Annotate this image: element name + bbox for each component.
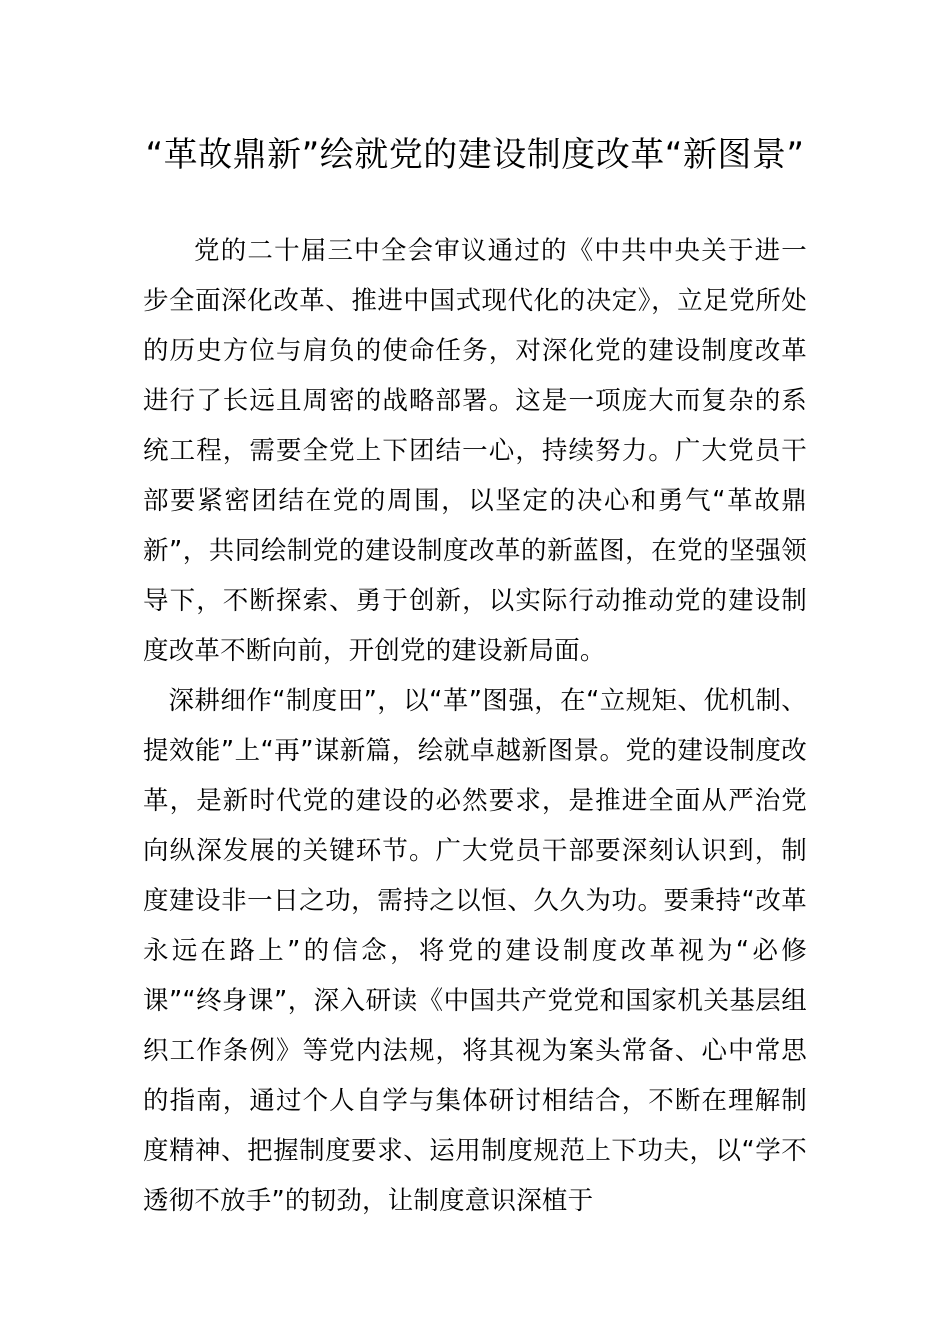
document-body [143,226,807,1226]
document-title: “革故鼎新”绘就党的建设制度改革“新图景” [145,135,805,175]
paragraph-intro: 党的二十届三中全会审议通过的《中共中央关于进一步全面深化改革、推进中国式现代化的决定》，立足党所处的历史方位与肩负的使命任务，对深化党的建设制度改革进行了长远且周密的战略部署。这是一项庞大而复杂的系统工程，需要全党上下团结一心，持续努力。广大党员干部要紧密团结在党的周围，以坚定的决心和勇气“革故鼎新”，共同绘制党的建设制度改革的新蓝图，在党的坚强领导下，不断探索、勇于创新，以实际行动推动党的建设制度改革不断向前，开创党的建设新局面。 [143,236,807,666]
paragraph-reform: 深耕细作“制度田”，以“革”图强，在“立规矩、优机制、提效能”上“再”谋新篇，绘就卓越新图景。党的建设制度改革，是新时代党的建设的必然要求，是推进全面从严治党向纵深发展的关键环节。广大党员干部要深刻认识到，制度建设非一日之功，需持之以恒、久久为功。要秉持“改革永远在路上”的信念，将党的建设制度改革视为“必修课”“终身课”，深入研读《中国共产党党和国家机关基层组织工作条例》等党内法规，将其视为案头常备、心中常思的指南，通过个人自学与集体研讨相结合，不断在理解制度精神、把握制度要求、运用制度规范上下功夫，以“学不透彻不放手”的韧劲，让制度意识深植于 [143,686,807,1216]
